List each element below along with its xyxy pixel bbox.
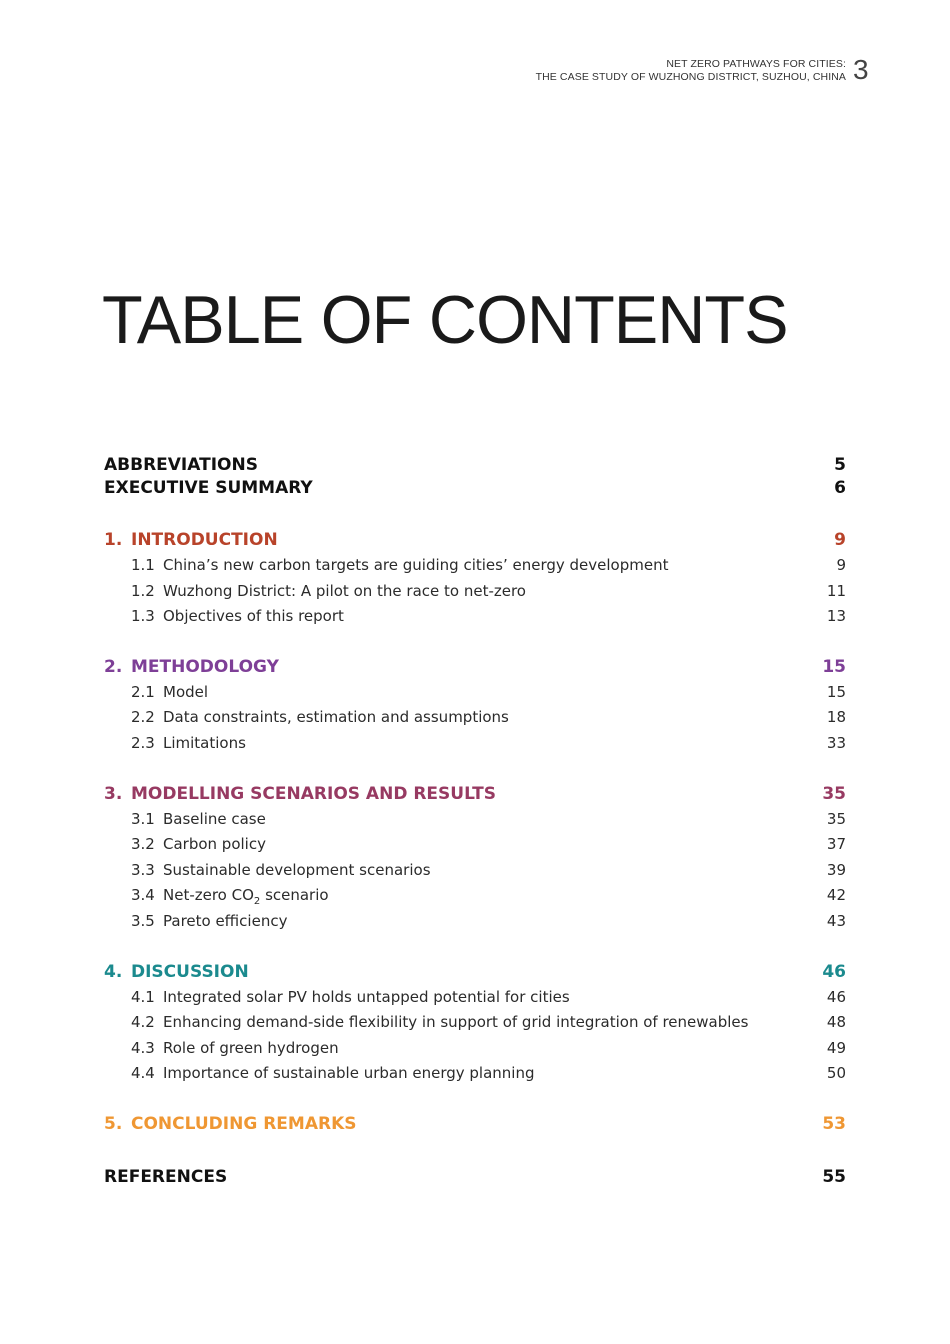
section-label: MODELLING SCENARIOS AND RESULTS xyxy=(131,783,496,804)
section-label: INTRODUCTION xyxy=(131,530,278,550)
running-header xyxy=(536,58,846,84)
section-number: 2. xyxy=(104,656,123,677)
toc-entry-page: 5 xyxy=(834,455,846,475)
toc-section-introduction xyxy=(104,527,846,630)
subentry-number: 1.3 xyxy=(131,607,155,626)
toc-entry-label: REFERENCES xyxy=(104,1166,228,1187)
header-line-2: THE CASE STUDY OF WUZHONG DISTRICT, SUZHOU, CHINA xyxy=(535,71,846,83)
section-number: 4. xyxy=(104,961,123,982)
subentry-number: 3.2 xyxy=(131,835,155,854)
subentry-page: 9 xyxy=(836,556,846,574)
toc-section-concluding-remarks xyxy=(104,1111,846,1137)
subentry-label: Integrated solar PV holds untapped potential for cities xyxy=(163,987,570,1006)
section-page: 9 xyxy=(834,530,846,550)
subentry-label: Sustainable development scenarios xyxy=(163,860,431,879)
subentry-label: Carbon policy xyxy=(163,835,266,854)
subentry-number: 1.2 xyxy=(131,581,155,600)
subentry-number: 4.3 xyxy=(131,1038,155,1057)
subentry-page: 46 xyxy=(826,987,846,1006)
subentry-label: Limitations xyxy=(163,733,246,752)
section-page: 46 xyxy=(822,961,846,982)
toc-subentry[interactable] xyxy=(104,832,846,858)
subentry-label: Importance of sustainable urban energy planning xyxy=(163,1064,535,1083)
toc-entry-page: 55 xyxy=(822,1166,846,1187)
subentry-page: 42 xyxy=(826,886,846,905)
subentry-label: Enhancing demand-side flexibility in support of grid integration of renewables xyxy=(163,1013,749,1032)
toc-subentry[interactable] xyxy=(104,1061,846,1087)
toc-subentry[interactable] xyxy=(104,807,846,833)
toc-subentry[interactable] xyxy=(104,858,846,884)
toc-subentry[interactable] xyxy=(104,883,846,909)
subentry-number: 3.4 xyxy=(131,886,155,905)
subscript-2: 2 xyxy=(253,896,261,908)
toc-section-discussion xyxy=(104,959,846,1087)
toc-subentry[interactable] xyxy=(104,604,846,630)
section-number: 3. xyxy=(104,783,123,804)
section-label: METHODOLOGY xyxy=(131,656,279,677)
toc-section-heading[interactable] xyxy=(104,527,846,553)
subentry-number: 1.1 xyxy=(131,556,155,574)
toc-subentry[interactable] xyxy=(104,1010,846,1036)
toc-subentry[interactable] xyxy=(104,579,846,605)
toc-subentry[interactable] xyxy=(104,1036,846,1062)
subentry-page: 13 xyxy=(826,607,846,626)
subentry-page: 43 xyxy=(826,911,846,930)
section-page: 35 xyxy=(822,783,846,804)
subentry-page: 11 xyxy=(826,581,846,600)
toc-section-heading[interactable] xyxy=(104,1111,846,1137)
toc-subentry[interactable] xyxy=(104,731,846,757)
subentry-label: Pareto efficiency xyxy=(163,911,288,930)
subentry-label-part: scenario xyxy=(260,886,329,905)
subentry-label: Role of green hydrogen xyxy=(163,1038,339,1057)
subentry-number: 2.2 xyxy=(131,708,155,727)
subentry-page: 49 xyxy=(826,1038,846,1057)
toc-section-modelling xyxy=(104,781,846,935)
header-line-1: NET ZERO PATHWAYS FOR CITIES: xyxy=(666,58,846,70)
section-label: CONCLUDING REMARKS xyxy=(131,1113,357,1134)
subentry-page: 33 xyxy=(826,733,846,752)
toc-entry-references[interactable] xyxy=(104,1164,846,1190)
subentry-number: 3.5 xyxy=(131,911,155,930)
subentry-label: Baseline case xyxy=(163,809,266,828)
page-number: 3 xyxy=(853,54,869,85)
subentry-number: 4.2 xyxy=(131,1013,155,1032)
subentry-label: Wuzhong District: A pilot on the race to net-zero xyxy=(163,581,526,600)
toc-subentry[interactable] xyxy=(104,705,846,731)
toc-section-heading[interactable] xyxy=(104,654,846,680)
subentry-number: 3.3 xyxy=(131,860,155,879)
section-number: 5. xyxy=(104,1113,123,1134)
subentry-number: 3.1 xyxy=(131,809,155,828)
toc-section-methodology xyxy=(104,654,846,757)
section-number: 1. xyxy=(104,530,123,550)
subentry-page: 48 xyxy=(826,1013,846,1032)
toc-entry-page: 6 xyxy=(834,478,846,498)
table-of-contents xyxy=(104,454,846,1190)
toc-entry-executive-summary[interactable] xyxy=(104,477,846,500)
section-page: 15 xyxy=(822,656,846,677)
toc-entry-label: EXECUTIVE SUMMARY xyxy=(104,478,313,498)
subentry-page: 39 xyxy=(826,860,846,879)
toc-entry-label: ABBREVIATIONS xyxy=(104,455,258,475)
page-title: TABLE OF CONTENTS xyxy=(102,282,788,358)
subentry-page: 35 xyxy=(826,809,846,828)
toc-subentry[interactable] xyxy=(104,909,846,935)
toc-subentry[interactable] xyxy=(104,553,846,579)
subentry-label xyxy=(163,883,329,909)
toc-section-heading[interactable] xyxy=(104,781,846,807)
toc-subentry[interactable] xyxy=(104,680,846,706)
subentry-page: 37 xyxy=(826,835,846,854)
subentry-number: 4.1 xyxy=(131,987,155,1006)
subentry-page: 50 xyxy=(826,1064,846,1083)
subentry-number: 2.1 xyxy=(131,682,155,701)
subentry-page: 18 xyxy=(826,708,846,727)
toc-section-heading[interactable] xyxy=(104,959,846,985)
subentry-label: Data constraints, estimation and assumptions xyxy=(163,708,509,727)
toc-entry-abbreviations[interactable] xyxy=(104,454,846,477)
subentry-label: Objectives of this report xyxy=(163,607,344,626)
section-label: DISCUSSION xyxy=(131,961,249,982)
toc-subentry[interactable] xyxy=(104,985,846,1011)
subentry-number: 4.4 xyxy=(131,1064,155,1083)
subentry-number: 2.3 xyxy=(131,733,155,752)
subentry-label-part: Net-zero CO xyxy=(163,886,254,905)
subentry-label: Model xyxy=(163,682,209,701)
subentry-label: China’s new carbon targets are guiding cities’ energy development xyxy=(163,556,669,574)
subentry-page: 15 xyxy=(826,682,846,701)
section-page: 53 xyxy=(822,1113,846,1134)
